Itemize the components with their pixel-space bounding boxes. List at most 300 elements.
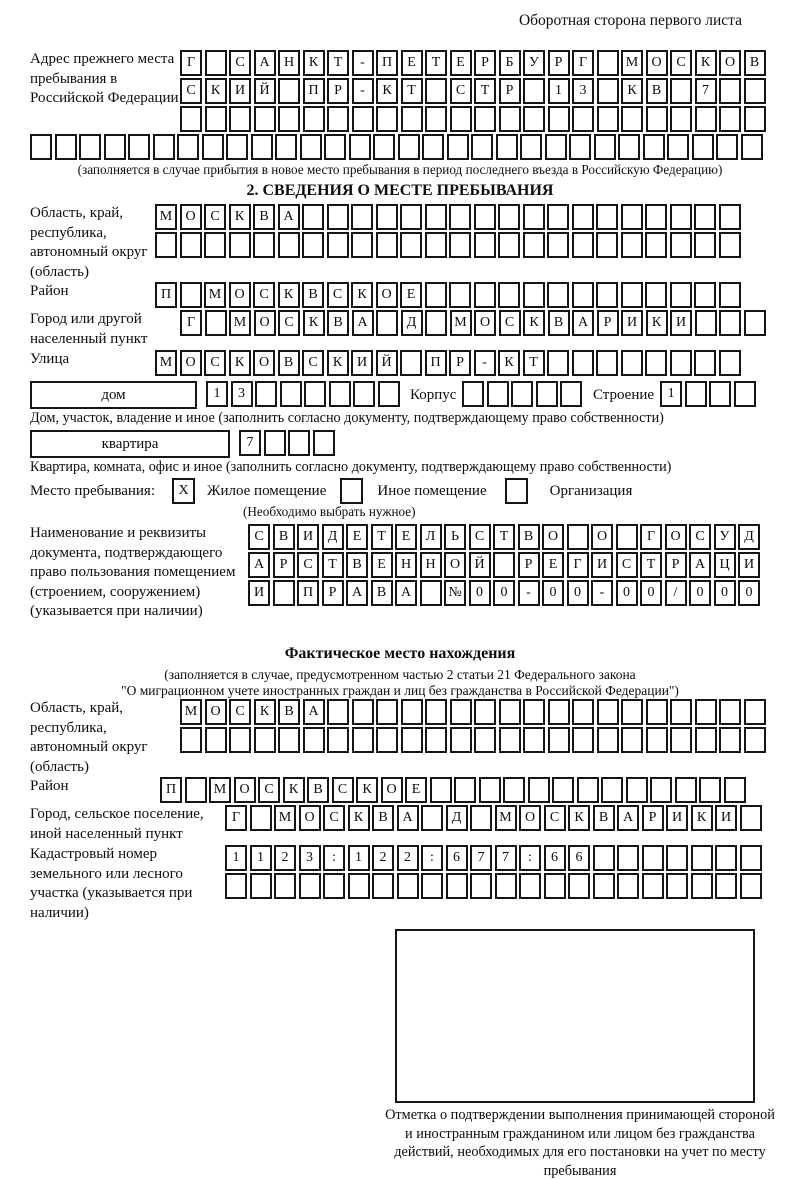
char-cell: М xyxy=(274,805,296,831)
char-cell: 7 xyxy=(239,430,261,456)
prev-address-note: (заполняется в случае прибытия в новое место пребывания в период последнего въезда в Российскую Федерацию) xyxy=(77,162,723,177)
char-cell xyxy=(597,699,619,725)
char-cell xyxy=(621,699,643,725)
char-cell: Р xyxy=(518,552,540,578)
char-cell: К xyxy=(351,282,373,308)
char-cell xyxy=(596,204,618,230)
char-cell: 1 xyxy=(548,78,570,104)
char-cell xyxy=(255,381,277,407)
char-cell: С xyxy=(302,350,324,376)
city-field xyxy=(30,310,770,350)
char-cell xyxy=(523,232,545,258)
char-cell: - xyxy=(474,350,496,376)
char-cell xyxy=(104,134,126,160)
city-row xyxy=(180,310,768,336)
char-cell xyxy=(547,232,569,258)
char-cell xyxy=(420,580,442,606)
char-cell xyxy=(666,873,688,899)
char-cell xyxy=(487,381,509,407)
apartment-note: Квартира, комната, офис и иное (заполнить согласно документу, подтверждающему право собственности) xyxy=(30,459,672,475)
fact-district-field xyxy=(30,777,770,805)
char-cell xyxy=(180,232,202,258)
char-cell xyxy=(519,873,541,899)
char-cell: М xyxy=(180,699,202,725)
char-cell xyxy=(670,727,692,753)
char-cell xyxy=(694,204,716,230)
char-cell xyxy=(30,134,52,160)
char-cell xyxy=(572,727,594,753)
char-cell: Р xyxy=(327,78,349,104)
char-cell: Т xyxy=(493,524,515,550)
char-cell: О xyxy=(376,282,398,308)
char-cell: К xyxy=(498,350,520,376)
char-cell: 0 xyxy=(738,580,760,606)
char-cell xyxy=(229,232,251,258)
char-cell: О xyxy=(381,777,403,803)
char-cell: А xyxy=(346,580,368,606)
char-cell xyxy=(621,204,643,230)
char-cell xyxy=(474,727,496,753)
char-cell: П xyxy=(303,78,325,104)
stay-type-note: (Необходимо выбрать нужное) xyxy=(243,504,416,519)
char-cell xyxy=(425,78,447,104)
char-cell xyxy=(548,727,570,753)
char-cell xyxy=(274,873,296,899)
char-cell: 0 xyxy=(469,580,491,606)
char-cell: 0 xyxy=(493,580,515,606)
char-cell xyxy=(577,777,599,803)
char-cell xyxy=(474,204,496,230)
char-cell: Й xyxy=(376,350,398,376)
char-cell: О xyxy=(205,699,227,725)
char-cell xyxy=(351,232,373,258)
char-cell: 2 xyxy=(274,845,296,871)
char-cell xyxy=(719,727,741,753)
region-row-1 xyxy=(155,204,743,230)
char-cell xyxy=(425,106,447,132)
char-cell: Т xyxy=(425,50,447,76)
korpus-label: Корпус xyxy=(410,387,457,403)
char-cell: / xyxy=(665,580,687,606)
char-cell: В xyxy=(593,805,615,831)
char-cell xyxy=(225,873,247,899)
char-cell xyxy=(594,134,616,160)
char-cell xyxy=(618,134,640,160)
char-cell: Т xyxy=(401,78,423,104)
fact-note-1: (заполняется в случае, предусмотренном частью 2 статьи 21 Федерального закона xyxy=(164,667,636,682)
char-cell xyxy=(302,232,324,258)
char-cell: И xyxy=(621,310,643,336)
document-row-1 xyxy=(248,524,763,550)
char-cell: В xyxy=(371,580,393,606)
char-cell xyxy=(376,699,398,725)
char-cell xyxy=(470,805,492,831)
char-cell: П xyxy=(155,282,177,308)
char-cell xyxy=(313,430,335,456)
char-cell xyxy=(626,777,648,803)
char-cell: Р xyxy=(273,552,295,578)
char-cell xyxy=(744,78,766,104)
char-cell: П xyxy=(160,777,182,803)
char-cell: Г xyxy=(225,805,247,831)
document-label: Наименование и реквизиты документа, подтверждающего право пользования помещением (строением, сооружением) (указывается при наличии) xyxy=(30,525,236,619)
char-cell xyxy=(479,777,501,803)
char-cell xyxy=(273,580,295,606)
char-cell xyxy=(572,106,594,132)
char-cell: 0 xyxy=(542,580,564,606)
char-cell xyxy=(645,282,667,308)
char-cell xyxy=(503,777,525,803)
char-cell xyxy=(694,282,716,308)
char-cell: С xyxy=(229,50,251,76)
fact-district-row xyxy=(160,777,748,803)
char-cell xyxy=(715,873,737,899)
char-cell xyxy=(670,78,692,104)
char-cell: П xyxy=(297,580,319,606)
char-cell: С xyxy=(469,524,491,550)
char-cell xyxy=(425,204,447,230)
char-cell: С xyxy=(180,78,202,104)
char-cell xyxy=(372,873,394,899)
char-cell: О xyxy=(180,204,202,230)
char-cell: В xyxy=(346,552,368,578)
char-cell: М xyxy=(495,805,517,831)
char-cell xyxy=(421,805,443,831)
char-cell: В xyxy=(278,699,300,725)
char-cell xyxy=(642,845,664,871)
fact-region-row-1 xyxy=(180,699,768,725)
char-cell: Е xyxy=(405,777,427,803)
char-cell xyxy=(645,350,667,376)
char-cell xyxy=(740,873,762,899)
char-cell xyxy=(373,134,395,160)
char-cell: : xyxy=(519,845,541,871)
char-cell xyxy=(204,232,226,258)
char-cell: О xyxy=(519,805,541,831)
char-cell: 7 xyxy=(695,78,717,104)
char-cell xyxy=(400,350,422,376)
char-cell: С xyxy=(499,310,521,336)
char-cell: 1 xyxy=(225,845,247,871)
char-cell xyxy=(593,873,615,899)
char-cell xyxy=(55,134,77,160)
char-cell xyxy=(670,232,692,258)
char-cell: Б xyxy=(499,50,521,76)
char-cell xyxy=(324,134,346,160)
char-cell: 1 xyxy=(348,845,370,871)
char-cell xyxy=(645,232,667,258)
char-cell: 1 xyxy=(206,381,228,407)
char-cell: Т xyxy=(523,350,545,376)
char-cell xyxy=(278,78,300,104)
char-cell: - xyxy=(352,50,374,76)
char-cell: А xyxy=(303,699,325,725)
char-cell xyxy=(353,381,375,407)
char-cell: К xyxy=(229,350,251,376)
char-cell xyxy=(719,106,741,132)
char-cell: С xyxy=(689,524,711,550)
char-cell: Ц xyxy=(714,552,736,578)
char-cell: 0 xyxy=(567,580,589,606)
fact-region-row-2 xyxy=(180,727,768,753)
char-cell: Е xyxy=(371,552,393,578)
char-cell xyxy=(740,805,762,831)
char-cell: И xyxy=(297,524,319,550)
char-cell xyxy=(552,777,574,803)
char-cell xyxy=(548,106,570,132)
char-cell: А xyxy=(617,805,639,831)
char-cell xyxy=(547,204,569,230)
cadastre-row-1 xyxy=(225,845,764,871)
char-cell: О xyxy=(646,50,668,76)
char-cell xyxy=(303,727,325,753)
char-cell xyxy=(709,381,731,407)
char-cell xyxy=(685,381,707,407)
char-cell xyxy=(499,699,521,725)
char-cell xyxy=(278,106,300,132)
char-cell xyxy=(474,232,496,258)
char-cell xyxy=(719,310,741,336)
char-cell: - xyxy=(518,580,540,606)
char-cell xyxy=(670,204,692,230)
char-cell xyxy=(695,106,717,132)
char-cell xyxy=(79,134,101,160)
char-cell xyxy=(715,845,737,871)
char-cell: 1 xyxy=(250,845,272,871)
district-label: Район xyxy=(30,283,69,299)
char-cell xyxy=(352,727,374,753)
char-cell xyxy=(744,727,766,753)
char-cell xyxy=(617,845,639,871)
region-cells xyxy=(155,204,743,260)
char-cell: А xyxy=(254,50,276,76)
char-cell: Ь xyxy=(444,524,466,550)
char-cell: 1 xyxy=(660,381,682,407)
char-cell xyxy=(695,699,717,725)
char-cell: К xyxy=(376,78,398,104)
char-cell xyxy=(645,204,667,230)
char-cell xyxy=(650,777,672,803)
char-cell xyxy=(400,232,422,258)
char-cell: С xyxy=(544,805,566,831)
char-cell: Р xyxy=(322,580,344,606)
checkbox-other-premises xyxy=(340,478,363,504)
char-cell: У xyxy=(714,524,736,550)
char-cell: О xyxy=(234,777,256,803)
char-cell: О xyxy=(253,350,275,376)
char-cell: У xyxy=(523,50,545,76)
char-cell: О xyxy=(444,552,466,578)
char-cell xyxy=(454,777,476,803)
char-cell xyxy=(327,727,349,753)
char-cell xyxy=(646,699,668,725)
char-cell: Р xyxy=(548,50,570,76)
char-cell: С xyxy=(278,310,300,336)
char-cell xyxy=(348,873,370,899)
char-cell: 7 xyxy=(495,845,517,871)
char-cell xyxy=(670,106,692,132)
char-cell xyxy=(567,524,589,550)
char-cell xyxy=(327,232,349,258)
house-number-cells xyxy=(206,381,402,407)
char-cell xyxy=(734,381,756,407)
char-cell xyxy=(523,204,545,230)
char-cell: 0 xyxy=(616,580,638,606)
char-cell xyxy=(596,350,618,376)
char-cell: Т xyxy=(327,50,349,76)
char-cell: 0 xyxy=(714,580,736,606)
apartment-row xyxy=(30,430,770,458)
char-cell: О xyxy=(229,282,251,308)
char-cell: С xyxy=(204,350,226,376)
char-cell: И xyxy=(229,78,251,104)
char-cell xyxy=(254,106,276,132)
char-cell xyxy=(398,134,420,160)
char-cell xyxy=(288,430,310,456)
char-cell: В xyxy=(744,50,766,76)
char-cell xyxy=(596,232,618,258)
char-cell: : xyxy=(323,845,345,871)
char-cell xyxy=(425,232,447,258)
house-label-box: дом xyxy=(30,381,197,409)
char-cell xyxy=(450,727,472,753)
char-cell xyxy=(572,282,594,308)
char-cell xyxy=(449,232,471,258)
char-cell xyxy=(425,727,447,753)
prev-address-row-4 xyxy=(30,134,770,160)
char-cell xyxy=(400,204,422,230)
char-cell xyxy=(299,873,321,899)
char-cell: К xyxy=(568,805,590,831)
char-cell xyxy=(666,845,688,871)
char-cell: С xyxy=(323,805,345,831)
stroenie-label: Строение xyxy=(592,387,655,403)
char-cell xyxy=(520,134,542,160)
char-cell xyxy=(719,232,741,258)
char-cell: Г xyxy=(180,50,202,76)
document-field xyxy=(30,524,770,641)
char-cell: Р xyxy=(449,350,471,376)
char-cell: № xyxy=(444,580,466,606)
apartment-cells xyxy=(239,430,337,456)
stamp-caption: Отметка о подтверждении выполнения принимающей стороной и иностранным гражданином или лицом без гражданства действий, необходимых для его постановки на учет по месту пребывания xyxy=(385,1107,775,1179)
prev-address-row-2 xyxy=(180,78,768,104)
char-cell: 2 xyxy=(372,845,394,871)
char-cell: А xyxy=(689,552,711,578)
char-cell xyxy=(511,381,533,407)
char-cell xyxy=(699,777,721,803)
char-cell xyxy=(716,134,738,160)
char-cell xyxy=(229,106,251,132)
char-cell xyxy=(226,134,248,160)
char-cell xyxy=(185,777,207,803)
char-cell xyxy=(264,430,286,456)
char-cell: О xyxy=(254,310,276,336)
char-cell: Е xyxy=(395,524,417,550)
char-cell: 7 xyxy=(470,845,492,871)
char-cell xyxy=(278,232,300,258)
char-cell xyxy=(425,699,447,725)
char-cell: К xyxy=(205,78,227,104)
prev-address-field xyxy=(30,50,770,134)
char-cell xyxy=(694,232,716,258)
char-cell xyxy=(376,727,398,753)
char-cell xyxy=(300,134,322,160)
char-cell xyxy=(597,727,619,753)
char-cell: С xyxy=(258,777,280,803)
char-cell xyxy=(496,134,518,160)
char-cell xyxy=(593,845,615,871)
char-cell xyxy=(523,106,545,132)
fact-region-field xyxy=(30,699,770,777)
char-cell: А xyxy=(352,310,374,336)
char-cell xyxy=(523,727,545,753)
stamp-box xyxy=(395,929,755,1103)
char-cell xyxy=(376,106,398,132)
char-cell xyxy=(397,873,419,899)
char-cell xyxy=(470,873,492,899)
char-cell xyxy=(597,78,619,104)
char-cell xyxy=(675,777,697,803)
char-cell xyxy=(740,845,762,871)
korpus-cells xyxy=(462,381,585,407)
char-cell xyxy=(596,282,618,308)
char-cell: О xyxy=(474,310,496,336)
char-cell xyxy=(304,381,326,407)
char-cell xyxy=(617,873,639,899)
char-cell: О xyxy=(299,805,321,831)
fact-note-2: "О миграционном учете иностранных граждан и лиц без гражданства в Российской Федерации") xyxy=(121,683,679,698)
char-cell: В xyxy=(327,310,349,336)
char-cell: И xyxy=(591,552,613,578)
char-cell: С xyxy=(229,699,251,725)
char-cell: Д xyxy=(446,805,468,831)
fact-region-label: Область, край, республика, автономный округ (область) xyxy=(30,700,148,775)
char-cell: И xyxy=(670,310,692,336)
char-cell xyxy=(744,699,766,725)
char-cell: Г xyxy=(640,524,662,550)
fact-district-label: Район xyxy=(30,778,69,794)
char-cell xyxy=(254,727,276,753)
char-cell xyxy=(474,282,496,308)
char-cell xyxy=(229,727,251,753)
char-cell xyxy=(719,204,741,230)
char-cell: 3 xyxy=(572,78,594,104)
house-row xyxy=(30,381,770,409)
char-cell: А xyxy=(278,204,300,230)
char-cell xyxy=(498,282,520,308)
stroenie-cells xyxy=(660,381,758,407)
char-cell: С xyxy=(297,552,319,578)
char-cell xyxy=(495,873,517,899)
char-cell xyxy=(536,381,558,407)
char-cell xyxy=(180,282,202,308)
cadastre-row-2 xyxy=(225,873,764,899)
char-cell: К xyxy=(621,78,643,104)
char-cell: П xyxy=(376,50,398,76)
char-cell: К xyxy=(348,805,370,831)
char-cell xyxy=(278,727,300,753)
char-cell xyxy=(498,204,520,230)
char-cell: М xyxy=(450,310,472,336)
char-cell xyxy=(446,873,468,899)
char-cell xyxy=(327,106,349,132)
document-row-2 xyxy=(248,552,763,578)
street-row xyxy=(155,350,743,376)
char-cell xyxy=(180,106,202,132)
char-cell xyxy=(523,699,545,725)
char-cell xyxy=(205,310,227,336)
